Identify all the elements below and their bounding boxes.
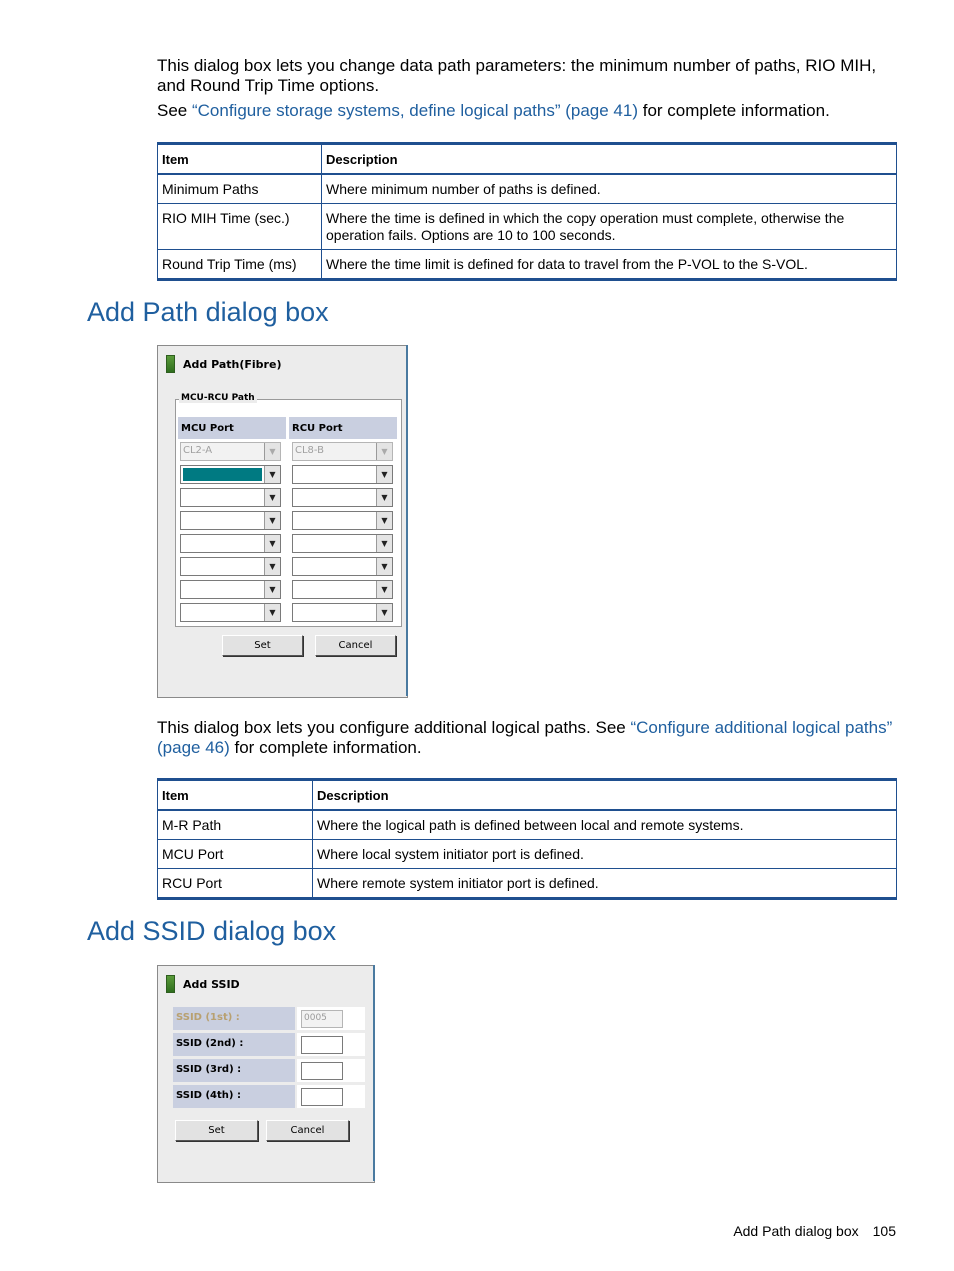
cancel-button[interactable]: Cancel <box>266 1120 349 1141</box>
mcu-port-select[interactable] <box>180 465 281 484</box>
table-cell-description: Where the logical path is defined between local and remote systems. <box>313 810 897 840</box>
green-bar-icon <box>166 355 175 373</box>
dialog-title-bar <box>166 354 281 374</box>
add-path-text-prefix: This dialog box lets you configure additional logical paths. See <box>157 718 631 737</box>
mcu-port-select[interactable] <box>180 511 281 530</box>
mcu-port-select[interactable] <box>180 488 281 507</box>
table-cell-item: RCU Port <box>158 869 313 899</box>
table-row <box>158 204 897 250</box>
table-row <box>158 174 897 204</box>
table-cell-item: MCU Port <box>158 840 313 869</box>
rcu-port-header: RCU Port <box>289 417 397 439</box>
configure-storage-link[interactable]: “Configure storage systems, define logical paths” (page 41) <box>191 101 638 120</box>
table-cell-item: M-R Path <box>158 810 313 840</box>
chevron-down-icon[interactable]: ▼ <box>264 558 280 575</box>
chevron-down-icon[interactable]: ▼ <box>376 512 392 529</box>
dialog-title-bar <box>166 974 240 994</box>
green-bar-icon <box>166 975 175 993</box>
parameters-table <box>157 142 897 281</box>
rcu-port-select[interactable] <box>292 488 393 507</box>
rcu-port-select[interactable] <box>292 511 393 530</box>
ssid-label: SSID (1st) : <box>173 1007 295 1030</box>
dialog-title: Add Path(Fibre) <box>183 357 282 371</box>
ssid-field-cell <box>297 1059 365 1082</box>
mcu-port-header: MCU Port <box>178 417 286 439</box>
set-button[interactable]: Set <box>175 1120 258 1141</box>
intro-paragraph: This dialog box lets you change data path parameters: the minimum number of paths, RIO MIH, and Round Trip Time options. <box>157 56 877 95</box>
table-row <box>158 250 897 280</box>
group-label: MCU-RCU Path <box>181 393 255 403</box>
add-ssid-dialog <box>157 965 375 1183</box>
selection-highlight <box>183 468 262 481</box>
add-path-text-suffix: for complete information. <box>229 738 422 757</box>
ssid-label: SSID (2nd) : <box>173 1033 295 1056</box>
see-suffix: for complete information. <box>638 101 830 120</box>
see-reference <box>157 101 897 121</box>
table-cell-item: RIO MIH Time (sec.) <box>158 204 322 250</box>
table-header-item: Item <box>158 144 322 175</box>
chevron-down-icon[interactable]: ▼ <box>376 443 392 460</box>
ssid-input[interactable] <box>301 1088 343 1106</box>
rcu-port-select[interactable] <box>292 603 393 622</box>
set-button[interactable]: Set <box>222 635 303 656</box>
chevron-down-icon[interactable]: ▼ <box>376 604 392 621</box>
chevron-down-icon[interactable]: ▼ <box>376 489 392 506</box>
mcu-port-select <box>180 442 281 461</box>
table-cell-item: Round Trip Time (ms) <box>158 250 322 280</box>
rcu-port-value: CL8-B <box>295 445 325 456</box>
chevron-down-icon[interactable]: ▼ <box>264 512 280 529</box>
table-cell-description: Where the time limit is defined for data to travel from the P-VOL to the S-VOL. <box>322 250 897 280</box>
ssid-field-cell <box>297 1085 365 1108</box>
mcu-rcu-path-group <box>175 393 402 627</box>
table-row <box>158 840 897 869</box>
dialog-title: Add SSID <box>183 977 240 991</box>
table-cell-description: Where remote system initiator port is defined. <box>313 869 897 899</box>
table-cell-description: Where local system initiator port is defined. <box>313 840 897 869</box>
add-path-table <box>157 778 897 900</box>
ssid-field-cell <box>297 1007 365 1030</box>
mcu-port-select[interactable] <box>180 557 281 576</box>
table-header-description: Description <box>313 780 897 811</box>
chevron-down-icon[interactable]: ▼ <box>264 604 280 621</box>
table-header-description: Description <box>322 144 897 175</box>
chevron-down-icon[interactable]: ▼ <box>264 466 280 483</box>
ssid-label: SSID (3rd) : <box>173 1059 295 1082</box>
chevron-down-icon[interactable]: ▼ <box>264 489 280 506</box>
add-path-description <box>157 718 897 758</box>
chevron-down-icon[interactable]: ▼ <box>376 466 392 483</box>
ssid-input[interactable] <box>301 1036 343 1054</box>
ssid-input[interactable] <box>301 1062 343 1080</box>
table-header-item: Item <box>158 780 313 811</box>
footer-title: Add Path dialog box <box>733 1223 859 1239</box>
table-cell-item: Minimum Paths <box>158 174 322 204</box>
chevron-down-icon[interactable]: ▼ <box>376 558 392 575</box>
chevron-down-icon[interactable]: ▼ <box>264 535 280 552</box>
rcu-port-select[interactable] <box>292 465 393 484</box>
ssid-input: 0005 <box>301 1010 343 1028</box>
ssid-field-cell <box>297 1033 365 1056</box>
chevron-down-icon[interactable]: ▼ <box>264 581 280 598</box>
mcu-port-select[interactable] <box>180 580 281 599</box>
table-cell-description: Where the time is defined in which the copy operation must complete, otherwise the operation fails. Options are 10 to 100 seconds. <box>322 204 897 250</box>
mcu-port-select[interactable] <box>180 603 281 622</box>
table-row <box>158 810 897 840</box>
rcu-port-select[interactable] <box>292 534 393 553</box>
add-path-heading: Add Path dialog box <box>87 297 329 327</box>
cancel-button[interactable]: Cancel <box>315 635 396 656</box>
chevron-down-icon[interactable]: ▼ <box>376 535 392 552</box>
rcu-port-select[interactable] <box>292 580 393 599</box>
chevron-down-icon[interactable]: ▼ <box>264 443 280 460</box>
page-number: 105 <box>872 1223 896 1239</box>
table-row <box>158 869 897 899</box>
mcu-port-value: CL2-A <box>183 445 213 456</box>
mcu-port-select[interactable] <box>180 534 281 553</box>
see-prefix: See <box>157 101 192 120</box>
page-footer <box>733 1223 896 1239</box>
table-cell-description: Where minimum number of paths is defined. <box>322 174 897 204</box>
configure-additional-paths-link[interactable]: “Configure additional logical paths” (page 46) <box>157 718 893 757</box>
add-path-dialog <box>157 345 408 698</box>
rcu-port-select <box>292 442 393 461</box>
add-ssid-heading: Add SSID dialog box <box>87 916 337 946</box>
chevron-down-icon[interactable]: ▼ <box>376 581 392 598</box>
rcu-port-select[interactable] <box>292 557 393 576</box>
ssid-label: SSID (4th) : <box>173 1085 295 1108</box>
